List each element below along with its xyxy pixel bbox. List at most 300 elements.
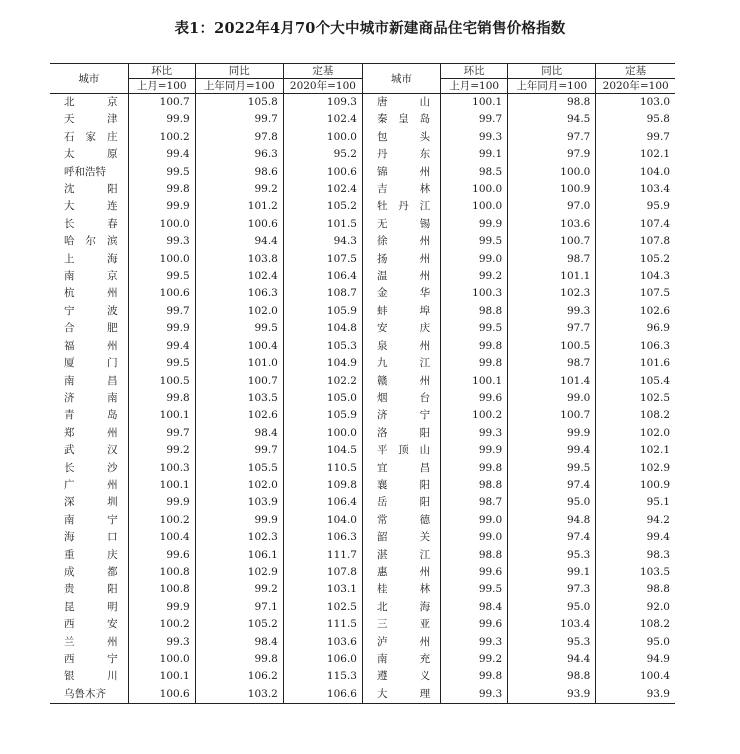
table-row bbox=[50, 564, 675, 581]
yoy-cell: 102.0 bbox=[195, 303, 283, 320]
fixed-cell: 104.5 bbox=[283, 442, 362, 459]
mom-cell: 99.1 bbox=[441, 146, 508, 163]
city-name: 泉州 bbox=[376, 339, 431, 352]
fixed-cell: 100.4 bbox=[596, 668, 675, 685]
yoy-cell: 94.4 bbox=[195, 233, 283, 250]
mom-cell: 100.8 bbox=[128, 581, 195, 598]
mom-cell: 100.1 bbox=[128, 407, 195, 424]
mom-cell: 100.7 bbox=[128, 94, 195, 112]
city-cell bbox=[362, 355, 440, 372]
table-row bbox=[50, 338, 675, 355]
yoy-cell: 99.5 bbox=[195, 320, 283, 337]
fixed-cell: 100.0 bbox=[283, 425, 362, 442]
yoy-cell: 103.8 bbox=[195, 251, 283, 268]
mom-cell: 99.5 bbox=[128, 355, 195, 372]
table-row bbox=[50, 668, 675, 685]
yoy-cell: 101.2 bbox=[195, 198, 283, 215]
city-cell bbox=[362, 268, 440, 285]
yoy-cell: 95.3 bbox=[508, 634, 596, 651]
mom-cell: 100.3 bbox=[441, 285, 508, 302]
yoy-cell: 98.6 bbox=[195, 164, 283, 181]
mom-cell: 98.8 bbox=[441, 547, 508, 564]
yoy-cell: 99.4 bbox=[508, 442, 596, 459]
mom-cell: 100.8 bbox=[128, 564, 195, 581]
mom-cell: 100.1 bbox=[441, 94, 508, 112]
fixed-cell: 95.0 bbox=[596, 634, 675, 651]
city-cell bbox=[362, 94, 440, 112]
fixed-cell: 107.8 bbox=[283, 564, 362, 581]
mom-cell: 100.1 bbox=[441, 373, 508, 390]
table-row bbox=[50, 651, 675, 668]
fixed-cell: 111.7 bbox=[283, 547, 362, 564]
mom-cell: 99.8 bbox=[441, 355, 508, 372]
mom-cell: 99.9 bbox=[128, 111, 195, 128]
fixed-cell: 103.1 bbox=[283, 581, 362, 598]
city-cell bbox=[50, 686, 128, 704]
city-name: 岳阳 bbox=[376, 496, 431, 509]
fixed-cell: 106.3 bbox=[596, 338, 675, 355]
mom-cell: 99.6 bbox=[441, 390, 508, 407]
mom-column-header: 环比 bbox=[441, 64, 508, 79]
fixed-cell: 102.1 bbox=[596, 146, 675, 163]
city-name: 平顶山 bbox=[376, 444, 431, 457]
mom-cell: 99.8 bbox=[128, 390, 195, 407]
yoy-cell: 100.7 bbox=[195, 373, 283, 390]
yoy-cell: 105.8 bbox=[195, 94, 283, 112]
yoy-cell: 101.0 bbox=[195, 355, 283, 372]
city-name: 合肥 bbox=[64, 322, 118, 335]
table-title: 表1：2022年4月70个大中城市新建商品住宅销售价格指数 bbox=[174, 20, 566, 37]
city-cell bbox=[362, 373, 440, 390]
fixed-cell: 104.0 bbox=[283, 512, 362, 529]
city-name: 牡丹江 bbox=[376, 200, 431, 213]
fixed-column-header: 定基 bbox=[596, 64, 675, 79]
mom-cell: 99.9 bbox=[128, 320, 195, 337]
table-row bbox=[50, 251, 675, 268]
city-name: 贵阳 bbox=[64, 583, 118, 596]
yoy-cell: 95.0 bbox=[508, 494, 596, 511]
yoy-base-header: 上年同月=100 bbox=[508, 79, 596, 94]
city-cell bbox=[362, 164, 440, 181]
mom-cell: 100.6 bbox=[128, 686, 195, 704]
yoy-cell: 103.5 bbox=[195, 390, 283, 407]
mom-base-header: 上月=100 bbox=[128, 79, 195, 94]
table-row bbox=[50, 442, 675, 459]
table-row bbox=[50, 94, 675, 112]
yoy-cell: 99.2 bbox=[195, 581, 283, 598]
fixed-cell: 103.5 bbox=[596, 564, 675, 581]
city-name: 天津 bbox=[64, 113, 118, 126]
city-cell bbox=[50, 355, 128, 372]
yoy-cell: 100.5 bbox=[508, 338, 596, 355]
fixed-cell: 101.6 bbox=[596, 355, 675, 372]
fixed-cell: 108.2 bbox=[596, 616, 675, 633]
fixed-cell: 103.4 bbox=[596, 181, 675, 198]
mom-cell: 99.3 bbox=[128, 233, 195, 250]
yoy-base-header: 上年同月=100 bbox=[195, 79, 283, 94]
fixed-cell: 102.1 bbox=[596, 442, 675, 459]
yoy-cell: 97.8 bbox=[195, 129, 283, 146]
yoy-cell: 94.8 bbox=[508, 512, 596, 529]
fixed-cell: 105.2 bbox=[596, 251, 675, 268]
table-row bbox=[50, 547, 675, 564]
table-row bbox=[50, 216, 675, 233]
city-name: 福州 bbox=[64, 339, 118, 352]
city-name: 石家庄 bbox=[64, 130, 118, 143]
city-cell bbox=[50, 581, 128, 598]
city-cell bbox=[50, 94, 128, 112]
city-cell bbox=[50, 651, 128, 668]
yoy-cell: 94.5 bbox=[508, 111, 596, 128]
city-cell bbox=[362, 216, 440, 233]
fixed-cell: 101.5 bbox=[283, 216, 362, 233]
table-row bbox=[50, 181, 675, 198]
mom-cell: 99.3 bbox=[441, 129, 508, 146]
table-row bbox=[50, 634, 675, 651]
yoy-cell: 106.3 bbox=[195, 285, 283, 302]
fixed-cell: 100.6 bbox=[283, 164, 362, 181]
yoy-cell: 93.9 bbox=[508, 686, 596, 704]
city-cell bbox=[362, 477, 440, 494]
mom-cell: 99.5 bbox=[441, 233, 508, 250]
city-cell bbox=[50, 129, 128, 146]
table-row bbox=[50, 303, 675, 320]
yoy-cell: 102.3 bbox=[508, 285, 596, 302]
mom-cell: 100.2 bbox=[128, 129, 195, 146]
city-name: 南充 bbox=[376, 653, 431, 665]
city-cell bbox=[362, 634, 440, 651]
fixed-cell: 92.0 bbox=[596, 599, 675, 616]
city-cell bbox=[362, 111, 440, 128]
city-name: 成都 bbox=[64, 565, 118, 578]
mom-cell: 99.8 bbox=[441, 668, 508, 685]
price-index-table bbox=[50, 63, 675, 704]
city-cell bbox=[362, 442, 440, 459]
yoy-cell: 101.4 bbox=[508, 373, 596, 390]
yoy-cell: 106.1 bbox=[195, 547, 283, 564]
table-row bbox=[50, 164, 675, 181]
city-cell bbox=[50, 181, 128, 198]
fixed-cell: 107.5 bbox=[596, 285, 675, 302]
city-name: 大理 bbox=[376, 687, 431, 700]
mom-cell: 99.8 bbox=[441, 338, 508, 355]
mom-cell: 99.2 bbox=[128, 442, 195, 459]
city-name: 太原 bbox=[64, 148, 118, 161]
table-row bbox=[50, 599, 675, 616]
city-cell bbox=[362, 581, 440, 598]
city-cell bbox=[362, 233, 440, 250]
city-cell bbox=[50, 251, 128, 268]
fixed-cell: 105.0 bbox=[283, 390, 362, 407]
city-cell bbox=[362, 686, 440, 704]
fixed-base-header: 2020年=100 bbox=[283, 79, 362, 94]
yoy-cell: 95.3 bbox=[508, 547, 596, 564]
fixed-cell: 105.3 bbox=[283, 338, 362, 355]
city-name: 广州 bbox=[64, 478, 118, 491]
yoy-cell: 103.4 bbox=[508, 616, 596, 633]
yoy-cell: 100.7 bbox=[508, 407, 596, 424]
city-name: 蚌埠 bbox=[376, 304, 431, 317]
fixed-base-header: 2020年=100 bbox=[596, 79, 675, 94]
city-name: 青岛 bbox=[64, 409, 118, 422]
table-row bbox=[50, 581, 675, 598]
fixed-cell: 94.9 bbox=[596, 651, 675, 668]
city-cell bbox=[362, 460, 440, 477]
mom-cell: 100.0 bbox=[441, 198, 508, 215]
mom-cell: 99.5 bbox=[441, 581, 508, 598]
fixed-cell: 95.2 bbox=[283, 146, 362, 163]
yoy-cell: 96.3 bbox=[195, 146, 283, 163]
city-name: 呼和浩特 bbox=[64, 165, 106, 178]
city-name: 洛阳 bbox=[376, 426, 431, 439]
fixed-column-header: 定基 bbox=[283, 64, 362, 79]
city-name: 哈尔滨 bbox=[64, 235, 118, 248]
city-cell bbox=[50, 373, 128, 390]
yoy-cell: 106.2 bbox=[195, 668, 283, 685]
city-name: 沈阳 bbox=[64, 183, 118, 196]
fixed-cell: 94.2 bbox=[596, 512, 675, 529]
city-cell bbox=[50, 512, 128, 529]
city-name: 赣州 bbox=[376, 374, 431, 387]
city-cell bbox=[50, 616, 128, 633]
fixed-cell: 98.8 bbox=[596, 581, 675, 598]
table-row bbox=[50, 198, 675, 215]
fixed-cell: 109.3 bbox=[283, 94, 362, 112]
city-name: 武汉 bbox=[64, 444, 118, 457]
city-name: 厦门 bbox=[64, 357, 118, 370]
table-row bbox=[50, 233, 675, 250]
city-name: 宜昌 bbox=[376, 461, 431, 474]
mom-cell: 98.8 bbox=[441, 303, 508, 320]
mom-cell: 98.4 bbox=[441, 599, 508, 616]
city-name: 北海 bbox=[376, 600, 431, 613]
city-cell bbox=[50, 285, 128, 302]
fixed-cell: 95.8 bbox=[596, 111, 675, 128]
fixed-cell: 102.2 bbox=[283, 373, 362, 390]
city-cell bbox=[50, 460, 128, 477]
yoy-cell: 100.6 bbox=[195, 216, 283, 233]
city-cell bbox=[362, 407, 440, 424]
city-cell bbox=[50, 146, 128, 163]
mom-cell: 99.3 bbox=[441, 634, 508, 651]
yoy-cell: 98.4 bbox=[195, 634, 283, 651]
mom-cell: 99.2 bbox=[441, 268, 508, 285]
table-row bbox=[50, 512, 675, 529]
mom-cell: 99.9 bbox=[128, 599, 195, 616]
mom-cell: 100.1 bbox=[128, 477, 195, 494]
mom-cell: 99.3 bbox=[128, 634, 195, 651]
city-cell bbox=[50, 233, 128, 250]
table-row bbox=[50, 616, 675, 633]
city-cell bbox=[50, 599, 128, 616]
city-cell bbox=[50, 164, 128, 181]
yoy-cell: 97.3 bbox=[508, 581, 596, 598]
fixed-cell: 106.6 bbox=[283, 686, 362, 704]
yoy-cell: 102.9 bbox=[195, 564, 283, 581]
city-cell bbox=[50, 668, 128, 685]
city-name: 重庆 bbox=[64, 548, 118, 561]
city-cell bbox=[362, 564, 440, 581]
mom-cell: 100.0 bbox=[128, 651, 195, 668]
mom-cell: 99.5 bbox=[128, 164, 195, 181]
city-cell bbox=[50, 390, 128, 407]
mom-cell: 98.7 bbox=[441, 494, 508, 511]
city-name: 三亚 bbox=[376, 618, 431, 631]
city-cell bbox=[50, 442, 128, 459]
city-cell bbox=[50, 547, 128, 564]
fixed-cell: 103.6 bbox=[283, 634, 362, 651]
yoy-cell: 99.2 bbox=[195, 181, 283, 198]
fixed-cell: 102.9 bbox=[596, 460, 675, 477]
city-name: 丹东 bbox=[376, 148, 431, 161]
mom-cell: 99.2 bbox=[441, 651, 508, 668]
fixed-cell: 95.9 bbox=[596, 198, 675, 215]
city-cell bbox=[50, 303, 128, 320]
city-cell bbox=[362, 338, 440, 355]
fixed-cell: 103.0 bbox=[596, 94, 675, 112]
mom-cell: 100.4 bbox=[128, 529, 195, 546]
city-name: 九江 bbox=[376, 357, 431, 370]
city-name: 南宁 bbox=[64, 513, 118, 526]
mom-cell: 99.4 bbox=[128, 146, 195, 163]
city-name: 郑州 bbox=[64, 426, 118, 439]
mom-cell: 100.0 bbox=[128, 216, 195, 233]
fixed-cell: 94.3 bbox=[283, 233, 362, 250]
fixed-cell: 105.2 bbox=[283, 198, 362, 215]
city-cell bbox=[362, 547, 440, 564]
table-row bbox=[50, 686, 675, 704]
mom-cell: 99.7 bbox=[128, 425, 195, 442]
yoy-cell: 97.7 bbox=[508, 129, 596, 146]
city-name: 杭州 bbox=[64, 287, 118, 300]
yoy-cell: 98.8 bbox=[508, 668, 596, 685]
city-cell bbox=[50, 564, 128, 581]
city-name: 长春 bbox=[64, 217, 118, 230]
yoy-cell: 105.5 bbox=[195, 460, 283, 477]
fixed-cell: 102.4 bbox=[283, 111, 362, 128]
table-row bbox=[50, 285, 675, 302]
city-cell bbox=[362, 320, 440, 337]
mom-cell: 100.3 bbox=[128, 460, 195, 477]
fixed-cell: 98.3 bbox=[596, 547, 675, 564]
city-cell bbox=[362, 303, 440, 320]
yoy-cell: 99.5 bbox=[508, 460, 596, 477]
yoy-cell: 97.9 bbox=[508, 146, 596, 163]
yoy-cell: 100.4 bbox=[195, 338, 283, 355]
yoy-cell: 99.8 bbox=[195, 651, 283, 668]
city-name: 桂林 bbox=[376, 583, 431, 596]
table-row bbox=[50, 129, 675, 146]
city-name: 包头 bbox=[376, 130, 431, 143]
mom-cell: 98.5 bbox=[441, 164, 508, 181]
city-cell bbox=[50, 338, 128, 355]
city-cell bbox=[362, 285, 440, 302]
mom-cell: 100.6 bbox=[128, 285, 195, 302]
city-cell bbox=[362, 390, 440, 407]
yoy-cell: 100.9 bbox=[508, 181, 596, 198]
fixed-cell: 99.4 bbox=[596, 529, 675, 546]
yoy-cell: 97.4 bbox=[508, 477, 596, 494]
city-name: 烟台 bbox=[376, 391, 431, 404]
city-cell bbox=[50, 407, 128, 424]
yoy-cell: 99.9 bbox=[195, 512, 283, 529]
fixed-cell: 102.5 bbox=[596, 390, 675, 407]
table-row bbox=[50, 425, 675, 442]
mom-cell: 99.9 bbox=[128, 198, 195, 215]
fixed-cell: 105.9 bbox=[283, 407, 362, 424]
mom-cell: 99.8 bbox=[128, 181, 195, 198]
yoy-cell: 99.7 bbox=[195, 111, 283, 128]
fixed-cell: 102.0 bbox=[596, 425, 675, 442]
mom-cell: 100.0 bbox=[128, 251, 195, 268]
city-name: 温州 bbox=[376, 270, 431, 283]
yoy-cell: 102.6 bbox=[195, 407, 283, 424]
mom-cell: 99.0 bbox=[441, 512, 508, 529]
yoy-cell: 105.2 bbox=[195, 616, 283, 633]
mom-cell: 99.0 bbox=[441, 251, 508, 268]
table-row bbox=[50, 477, 675, 494]
fixed-cell: 106.0 bbox=[283, 651, 362, 668]
city-name: 遵义 bbox=[376, 670, 431, 683]
yoy-cell: 99.9 bbox=[508, 425, 596, 442]
city-name: 乌鲁木齐 bbox=[64, 687, 106, 700]
table-row bbox=[50, 355, 675, 372]
city-cell bbox=[50, 634, 128, 651]
yoy-cell: 98.7 bbox=[508, 355, 596, 372]
city-cell bbox=[362, 512, 440, 529]
mom-cell: 99.5 bbox=[128, 268, 195, 285]
city-cell bbox=[362, 181, 440, 198]
fixed-cell: 104.0 bbox=[596, 164, 675, 181]
fixed-cell: 104.3 bbox=[596, 268, 675, 285]
mom-cell: 99.5 bbox=[441, 320, 508, 337]
mom-cell: 99.6 bbox=[441, 564, 508, 581]
table-row bbox=[50, 320, 675, 337]
city-name: 银川 bbox=[64, 670, 118, 683]
city-name: 惠州 bbox=[376, 565, 431, 578]
yoy-cell: 94.4 bbox=[508, 651, 596, 668]
yoy-cell: 101.1 bbox=[508, 268, 596, 285]
yoy-cell: 98.8 bbox=[508, 94, 596, 112]
fixed-cell: 100.9 bbox=[596, 477, 675, 494]
city-name: 泸州 bbox=[376, 635, 431, 648]
fixed-cell: 102.4 bbox=[283, 181, 362, 198]
city-cell bbox=[362, 529, 440, 546]
mom-cell: 98.8 bbox=[441, 477, 508, 494]
yoy-column-header: 同比 bbox=[195, 64, 283, 79]
fixed-cell: 104.9 bbox=[283, 355, 362, 372]
table-row bbox=[50, 529, 675, 546]
fixed-cell: 104.8 bbox=[283, 320, 362, 337]
city-name: 韶关 bbox=[376, 531, 431, 544]
mom-cell: 99.9 bbox=[441, 216, 508, 233]
city-cell bbox=[362, 668, 440, 685]
fixed-cell: 96.9 bbox=[596, 320, 675, 337]
fixed-cell: 95.1 bbox=[596, 494, 675, 511]
fixed-cell: 102.5 bbox=[283, 599, 362, 616]
city-name: 徐州 bbox=[376, 235, 431, 248]
yoy-cell: 98.7 bbox=[508, 251, 596, 268]
fixed-cell: 106.4 bbox=[283, 494, 362, 511]
city-name: 北京 bbox=[64, 96, 118, 108]
table-row bbox=[50, 494, 675, 511]
city-cell bbox=[50, 425, 128, 442]
city-column-header: 城市 bbox=[362, 64, 440, 94]
yoy-cell: 97.7 bbox=[508, 320, 596, 337]
city-name: 长沙 bbox=[64, 461, 118, 474]
table-row bbox=[50, 111, 675, 128]
city-cell bbox=[362, 146, 440, 163]
